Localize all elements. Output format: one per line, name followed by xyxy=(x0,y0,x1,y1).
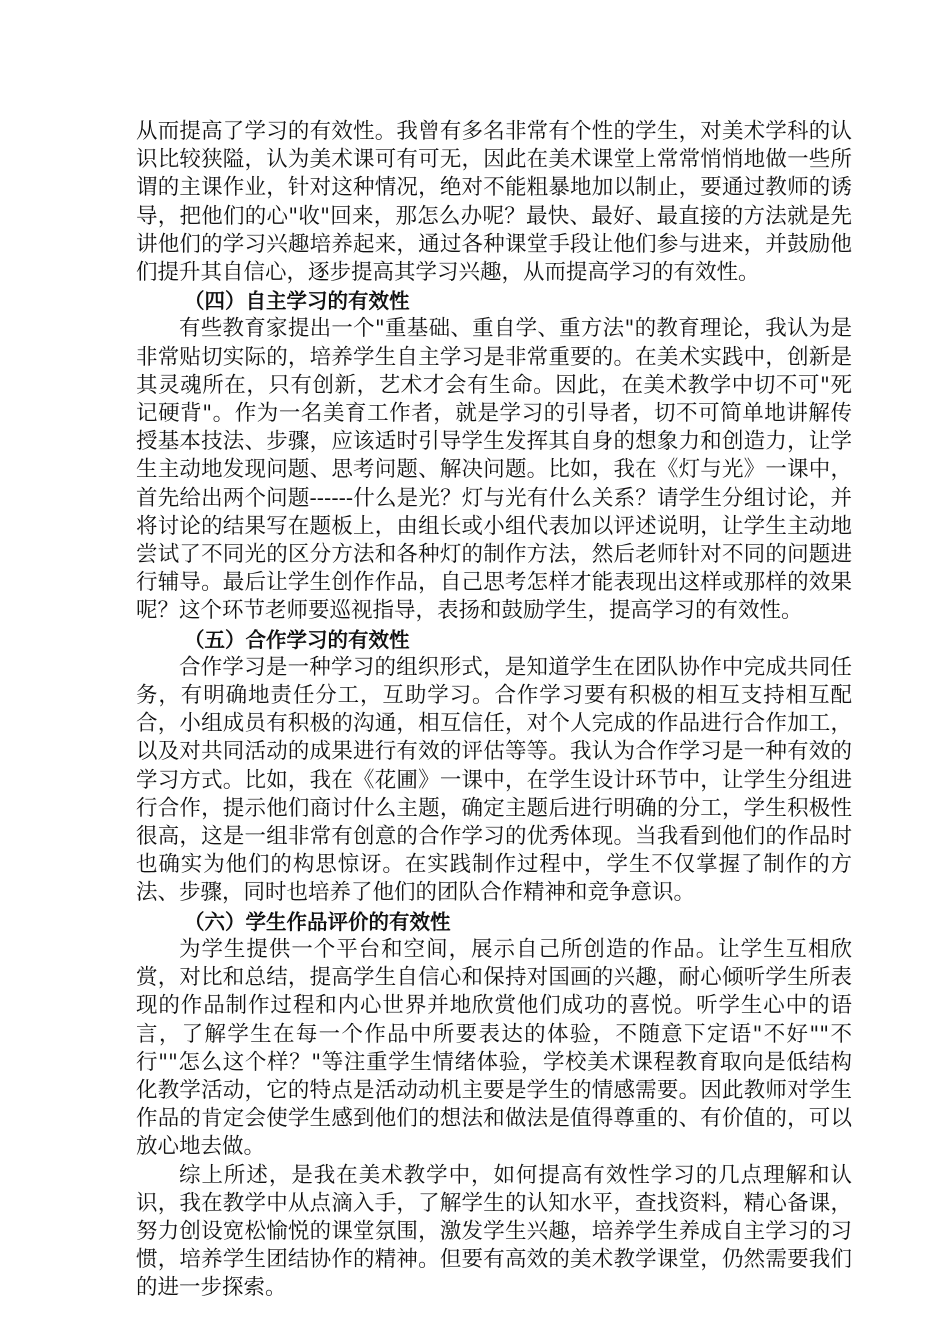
document-page xyxy=(136,118,852,1303)
section-heading-6: （六）学生作品评价的有效性 xyxy=(184,909,451,934)
paragraph-section-6: 为学生提供一个平台和空间，展示自己所创造的作品。让学生互相欣赏，对比和总结，提高学生自信心和保持对国画的兴趣，耐心倾听学生所表现的作品制作过程和内心世界并地欣赏他们成功的喜悦。听学生心中的语言，了解学生在每一个作品中所要表达的体验，不随意下定语"不好""不行""怎么这个样？"等注重学生情绪体验，学校美术课程教育取向是低结构化教学活动，它的特点是活动动机主要是学生的情感需要。因此教师对学生作品的肯定会使学生感到他们的想法和做法是值得尊重的、有价值的，可以放心地去做。 xyxy=(136,936,852,1160)
paragraph-section-4: 有些教育家提出一个"重基础、重自学、重方法"的教育理论，我认为是非常贴切实际的，培养学生自主学习是非常重要的。在美术实践中，创新是其灵魂所在，只有创新，艺术才会有生命。因此，在美术教学中切不可"死记硬背"。作为一名美育工作者，就是学习的引导者，切不可简单地讲解传授基本技法、步骤，应该适时引导学生发挥其自身的想象力和创造力，让学生主动地发现问题、思考问题、解决问题。比如，我在《灯与光》一课中，首先给出两个问题------什么是光？灯与光有什么关系？请学生分组讨论，并将讨论的结果写在题板上，由组长或小组代表加以评述说明，让学生主动地尝试了不同光的区分方法和各种灯的制作方法，然后老师针对不同的问题进行辅导。最后让学生创作作品，自己思考怎样才能表现出这样或那样的效果呢？这个环节老师要巡视指导，表扬和鼓励学生，提高学习的有效性。 xyxy=(136,316,852,624)
section-heading-5: （五）合作学习的有效性 xyxy=(184,627,410,652)
paragraph-intro: 从而提高了学习的有效性。我曾有多名非常有个性的学生，对美术学科的认识比较狭隘，认为美术课可有可无，因此在美术课堂上常常悄悄地做一些所谓的主课作业，针对这种情况，绝对不能粗暴地加以制止，要通过教师的诱导，把他们的心"收"回来，那怎么办呢？最快、最好、最直接的方法就是先讲他们的学习兴趣培养起来，通过各种课堂手段让他们参与进来，并鼓励他们提升其自信心，逐步提高其学习兴趣，从而提高学习的有效性。 xyxy=(136,119,852,286)
section-heading-4: （四）自主学习的有效性 xyxy=(184,289,410,314)
paragraph-section-5: 合作学习是一种学习的组织形式，是知道学生在团队协作中完成共同任务，有明确地责任分工，互助学习。合作学习要有积极的相互支持相互配合，小组成员有积极的沟通，相互信任，对个人完成的作品进行合作加工，以及对共同活动的成果进行有效的评估等等。我认为合作学习是一种有效的学习方式。比如，我在《花圃》一课中，在学生设计环节中，让学生分组进行合作，提示他们商讨什么主题，确定主题后进行明确的分工，学生积极性很高，这是一组非常有创意的合作学习的优秀体现。当我看到他们的作品时也确实为他们的构思惊讶。在实践制作过程中，学生不仅掌握了制作的方法、步骤，同时也培养了他们的团队合作精神和竞争意识。 xyxy=(136,654,852,906)
paragraph-summary: 综上所述，是我在美术教学中，如何提高有效性学习的几点理解和认识，我在教学中从点滴入手，了解学生的认知水平，查找资料，精心备课，努力创设宽松愉悦的课堂氛围，激发学生兴趣，培养学生养成自主学习的习惯，培养学生团结协作的精神。但要有高效的美术教学课堂，仍然需要我们的进一步探索。 xyxy=(136,1162,852,1301)
